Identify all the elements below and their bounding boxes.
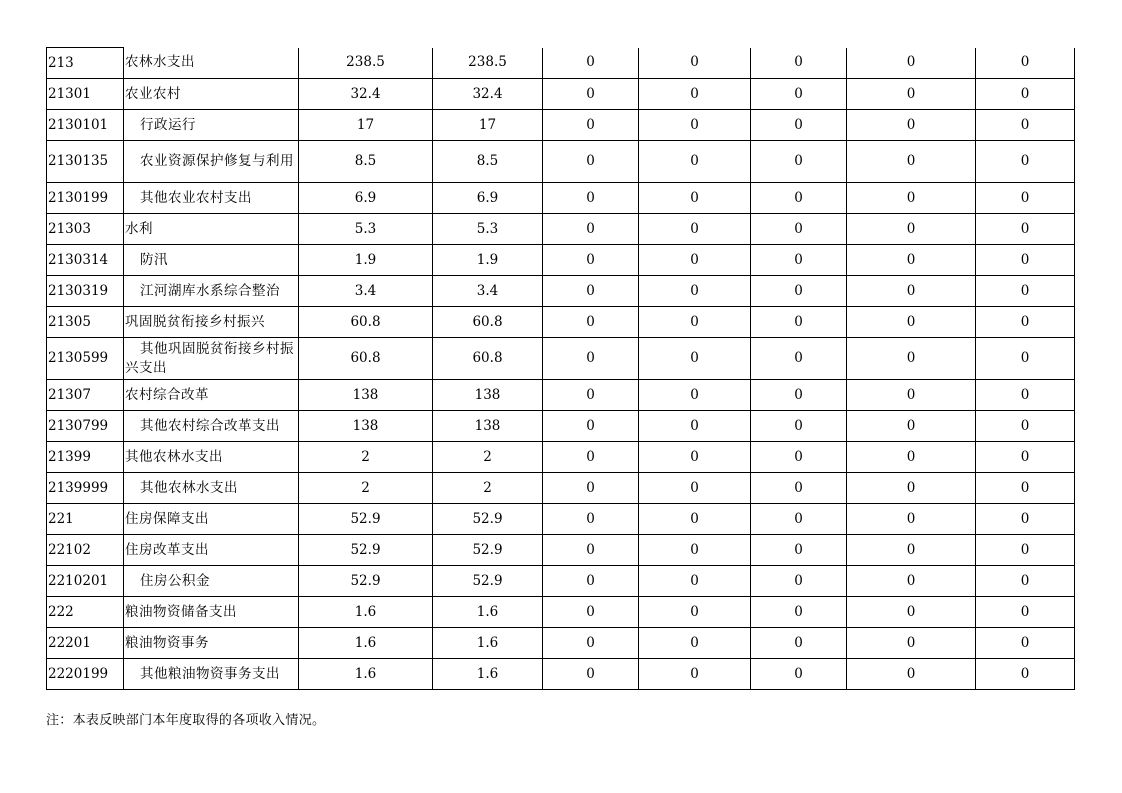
table-row: [47, 566, 1075, 597]
subject-name-cell: [124, 110, 299, 141]
subject-name-text: 其他农林水支出: [125, 448, 223, 465]
amount-cell: 138: [299, 411, 433, 442]
amount-cell: 0: [543, 214, 639, 245]
amount-cell: 0: [639, 597, 751, 628]
subject-name-cell: [124, 307, 299, 338]
subject-code-cell: 2130135: [47, 141, 124, 183]
amount-cell: 0: [639, 79, 751, 110]
amount-cell: 0: [751, 214, 847, 245]
amount-cell: 0: [847, 110, 976, 141]
amount-cell: 0: [751, 442, 847, 473]
subject-name-cell: [124, 141, 299, 183]
subject-name-text: 其他巩固脱贫衔接乡村振兴支出: [125, 340, 294, 376]
subject-name-text: 其他农林水支出: [140, 479, 238, 496]
amount-cell: 0: [976, 110, 1075, 141]
table-body: [47, 48, 1075, 690]
amount-cell: 0: [639, 141, 751, 183]
table-row: [47, 141, 1075, 183]
subject-name-text: 农林水支出: [125, 54, 195, 71]
amount-cell: 0: [543, 183, 639, 214]
table-row: [47, 411, 1075, 442]
amount-cell: 0: [847, 566, 976, 597]
amount-cell: 0: [543, 473, 639, 504]
amount-cell: 0: [847, 183, 976, 214]
amount-cell: 3.4: [433, 276, 543, 307]
amount-cell: 0: [543, 535, 639, 566]
table-row: [47, 79, 1075, 110]
amount-cell: 0: [751, 141, 847, 183]
amount-cell: 0: [976, 380, 1075, 411]
amount-cell: 1.6: [433, 597, 543, 628]
amount-cell: 5.3: [299, 214, 433, 245]
amount-cell: 0: [543, 338, 639, 380]
amount-cell: 0: [976, 48, 1075, 79]
amount-cell: 0: [751, 535, 847, 566]
subject-code-cell: 2130199: [47, 183, 124, 214]
subject-name-text: 其他粮油物资事务支出: [140, 665, 280, 682]
amount-cell: 0: [751, 307, 847, 338]
table-row: [47, 504, 1075, 535]
table-row: [47, 276, 1075, 307]
amount-cell: 0: [976, 659, 1075, 690]
amount-cell: 0: [639, 307, 751, 338]
income-table: [46, 47, 1075, 690]
subject-name-cell: [124, 411, 299, 442]
amount-cell: 0: [976, 276, 1075, 307]
amount-cell: 60.8: [433, 307, 543, 338]
amount-cell: 52.9: [299, 535, 433, 566]
table-row: [47, 110, 1075, 141]
amount-cell: 0: [976, 183, 1075, 214]
amount-cell: 0: [639, 442, 751, 473]
amount-cell: 0: [543, 442, 639, 473]
amount-cell: 0: [543, 628, 639, 659]
amount-cell: 0: [976, 307, 1075, 338]
subject-name-cell: [124, 276, 299, 307]
subject-name-cell: [124, 442, 299, 473]
subject-code-cell: 2130314: [47, 245, 124, 276]
amount-cell: 0: [847, 338, 976, 380]
amount-cell: 0: [847, 141, 976, 183]
subject-name-cell: [124, 566, 299, 597]
amount-cell: 0: [639, 566, 751, 597]
subject-name-cell: [124, 214, 299, 245]
subject-code-cell: 21399: [47, 442, 124, 473]
amount-cell: 52.9: [299, 566, 433, 597]
amount-cell: 0: [751, 276, 847, 307]
amount-cell: 0: [543, 659, 639, 690]
table-row: [47, 659, 1075, 690]
amount-cell: 0: [847, 473, 976, 504]
amount-cell: 0: [976, 535, 1075, 566]
amount-cell: 0: [976, 442, 1075, 473]
amount-cell: 0: [847, 535, 976, 566]
amount-cell: 0: [751, 110, 847, 141]
subject-name-text: 农业资源保护修复与利用: [140, 153, 294, 169]
subject-name-text: 农村综合改革: [125, 386, 209, 403]
amount-cell: 0: [976, 141, 1075, 183]
subject-name-text: 住房改革支出: [125, 541, 209, 558]
subject-name-cell: [124, 183, 299, 214]
amount-cell: 1.9: [299, 245, 433, 276]
amount-cell: 0: [847, 48, 976, 79]
amount-cell: 238.5: [433, 48, 543, 79]
amount-cell: 0: [847, 628, 976, 659]
amount-cell: 8.5: [433, 141, 543, 183]
amount-cell: 0: [976, 597, 1075, 628]
amount-cell: 0: [976, 411, 1075, 442]
amount-cell: 52.9: [433, 566, 543, 597]
table-row: [47, 183, 1075, 214]
amount-cell: 0: [751, 183, 847, 214]
amount-cell: 0: [543, 307, 639, 338]
amount-cell: 0: [847, 79, 976, 110]
amount-cell: 138: [433, 411, 543, 442]
subject-name-text: 防汛: [140, 251, 168, 268]
amount-cell: 60.8: [299, 338, 433, 380]
amount-cell: 0: [543, 411, 639, 442]
table-row: [47, 214, 1075, 245]
subject-name-text: 其他农村综合改革支出: [140, 417, 280, 434]
amount-cell: 0: [976, 566, 1075, 597]
amount-cell: 0: [751, 245, 847, 276]
amount-cell: 0: [543, 504, 639, 535]
amount-cell: 0: [543, 566, 639, 597]
subject-name-cell: [124, 659, 299, 690]
subject-code-cell: 21303: [47, 214, 124, 245]
amount-cell: 138: [433, 380, 543, 411]
amount-cell: 0: [751, 48, 847, 79]
subject-code-cell: 2139999: [47, 473, 124, 504]
amount-cell: 0: [543, 597, 639, 628]
amount-cell: 0: [847, 380, 976, 411]
subject-name-text: 粮油物资储备支出: [125, 603, 237, 620]
subject-code-cell: 221: [47, 504, 124, 535]
amount-cell: 0: [543, 79, 639, 110]
table-row: [47, 245, 1075, 276]
subject-code-cell: 21301: [47, 79, 124, 110]
amount-cell: 0: [751, 411, 847, 442]
table-footnote: 注：本表反映部门本年度取得的各项收入情况。: [46, 713, 326, 728]
amount-cell: 0: [751, 628, 847, 659]
subject-code-cell: 222: [47, 597, 124, 628]
amount-cell: 0: [751, 473, 847, 504]
income-table-container: [46, 47, 1075, 690]
amount-cell: 32.4: [299, 79, 433, 110]
amount-cell: 0: [751, 597, 847, 628]
subject-name-text: 农业农村: [125, 85, 181, 102]
amount-cell: 0: [639, 48, 751, 79]
subject-name-text: 粮油物资事务: [125, 634, 209, 651]
amount-cell: 1.6: [299, 628, 433, 659]
amount-cell: 0: [543, 276, 639, 307]
amount-cell: 0: [847, 214, 976, 245]
amount-cell: 2: [433, 442, 543, 473]
amount-cell: 0: [639, 214, 751, 245]
subject-name-cell: [124, 597, 299, 628]
subject-code-cell: 2130101: [47, 110, 124, 141]
amount-cell: 0: [751, 338, 847, 380]
subject-name-cell: [124, 48, 299, 79]
subject-name-cell: [124, 380, 299, 411]
amount-cell: 1.6: [433, 659, 543, 690]
amount-cell: 0: [847, 442, 976, 473]
amount-cell: 0: [543, 48, 639, 79]
amount-cell: 8.5: [299, 141, 433, 183]
amount-cell: 0: [751, 504, 847, 535]
amount-cell: 0: [639, 110, 751, 141]
amount-cell: 0: [639, 380, 751, 411]
subject-code-cell: 21307: [47, 380, 124, 411]
subject-code-cell: 2130599: [47, 338, 124, 380]
amount-cell: 2: [299, 442, 433, 473]
amount-cell: 0: [847, 411, 976, 442]
amount-cell: 0: [847, 597, 976, 628]
amount-cell: 17: [299, 110, 433, 141]
amount-cell: 0: [847, 307, 976, 338]
subject-name-text: 住房公积金: [140, 572, 210, 589]
amount-cell: 0: [976, 79, 1075, 110]
amount-cell: 1.9: [433, 245, 543, 276]
amount-cell: 60.8: [299, 307, 433, 338]
amount-cell: 0: [976, 214, 1075, 245]
amount-cell: 0: [751, 380, 847, 411]
table-row: [47, 338, 1075, 380]
table-row: [47, 597, 1075, 628]
subject-name-text: 其他农业农村支出: [140, 189, 252, 206]
amount-cell: 60.8: [433, 338, 543, 380]
amount-cell: 0: [639, 183, 751, 214]
amount-cell: 0: [639, 411, 751, 442]
subject-name-cell: [124, 504, 299, 535]
subject-name-text: 巩固脱贫衔接乡村振兴: [125, 313, 265, 330]
amount-cell: 0: [751, 79, 847, 110]
amount-cell: 0: [976, 245, 1075, 276]
subject-name-cell: [124, 628, 299, 659]
subject-name-cell: [124, 535, 299, 566]
subject-code-cell: 213: [47, 48, 124, 79]
amount-cell: 2: [299, 473, 433, 504]
amount-cell: 1.6: [299, 597, 433, 628]
amount-cell: 0: [639, 276, 751, 307]
amount-cell: 0: [639, 628, 751, 659]
subject-code-cell: 2210201: [47, 566, 124, 597]
amount-cell: 2: [433, 473, 543, 504]
subject-code-cell: 2130319: [47, 276, 124, 307]
amount-cell: 0: [639, 504, 751, 535]
amount-cell: 0: [543, 110, 639, 141]
amount-cell: 0: [543, 141, 639, 183]
subject-name-cell: [124, 245, 299, 276]
table-row: [47, 473, 1075, 504]
subject-code-cell: 22102: [47, 535, 124, 566]
amount-cell: 6.9: [299, 183, 433, 214]
amount-cell: 138: [299, 380, 433, 411]
amount-cell: 0: [976, 504, 1075, 535]
amount-cell: 0: [639, 659, 751, 690]
subject-code-cell: 21305: [47, 307, 124, 338]
amount-cell: 52.9: [299, 504, 433, 535]
subject-name-text: 水利: [125, 220, 153, 237]
amount-cell: 0: [751, 659, 847, 690]
table-row: [47, 442, 1075, 473]
amount-cell: 0: [847, 245, 976, 276]
amount-cell: 238.5: [299, 48, 433, 79]
amount-cell: 0: [639, 245, 751, 276]
amount-cell: 1.6: [299, 659, 433, 690]
amount-cell: 0: [847, 659, 976, 690]
table-row: [47, 628, 1075, 659]
amount-cell: 1.6: [433, 628, 543, 659]
amount-cell: 0: [976, 628, 1075, 659]
amount-cell: 6.9: [433, 183, 543, 214]
amount-cell: 52.9: [433, 504, 543, 535]
subject-name-text: 江河湖库水系综合整治: [140, 282, 280, 299]
amount-cell: 32.4: [433, 79, 543, 110]
amount-cell: 0: [751, 566, 847, 597]
amount-cell: 5.3: [433, 214, 543, 245]
subject-name-cell: [124, 338, 299, 380]
table-row: [47, 307, 1075, 338]
subject-code-cell: 22201: [47, 628, 124, 659]
amount-cell: 0: [847, 276, 976, 307]
subject-name-text: 住房保障支出: [125, 510, 209, 527]
amount-cell: 0: [639, 535, 751, 566]
amount-cell: 17: [433, 110, 543, 141]
subject-code-cell: 2220199: [47, 659, 124, 690]
amount-cell: 52.9: [433, 535, 543, 566]
amount-cell: 0: [639, 473, 751, 504]
amount-cell: 0: [543, 380, 639, 411]
amount-cell: 0: [976, 338, 1075, 380]
amount-cell: 3.4: [299, 276, 433, 307]
subject-name-cell: [124, 79, 299, 110]
subject-name-cell: [124, 473, 299, 504]
table-row: [47, 380, 1075, 411]
amount-cell: 0: [847, 504, 976, 535]
amount-cell: 0: [639, 338, 751, 380]
subject-name-text: 行政运行: [140, 116, 196, 133]
amount-cell: 0: [976, 473, 1075, 504]
amount-cell: 0: [543, 245, 639, 276]
table-row: [47, 48, 1075, 79]
subject-code-cell: 2130799: [47, 411, 124, 442]
table-row: [47, 535, 1075, 566]
